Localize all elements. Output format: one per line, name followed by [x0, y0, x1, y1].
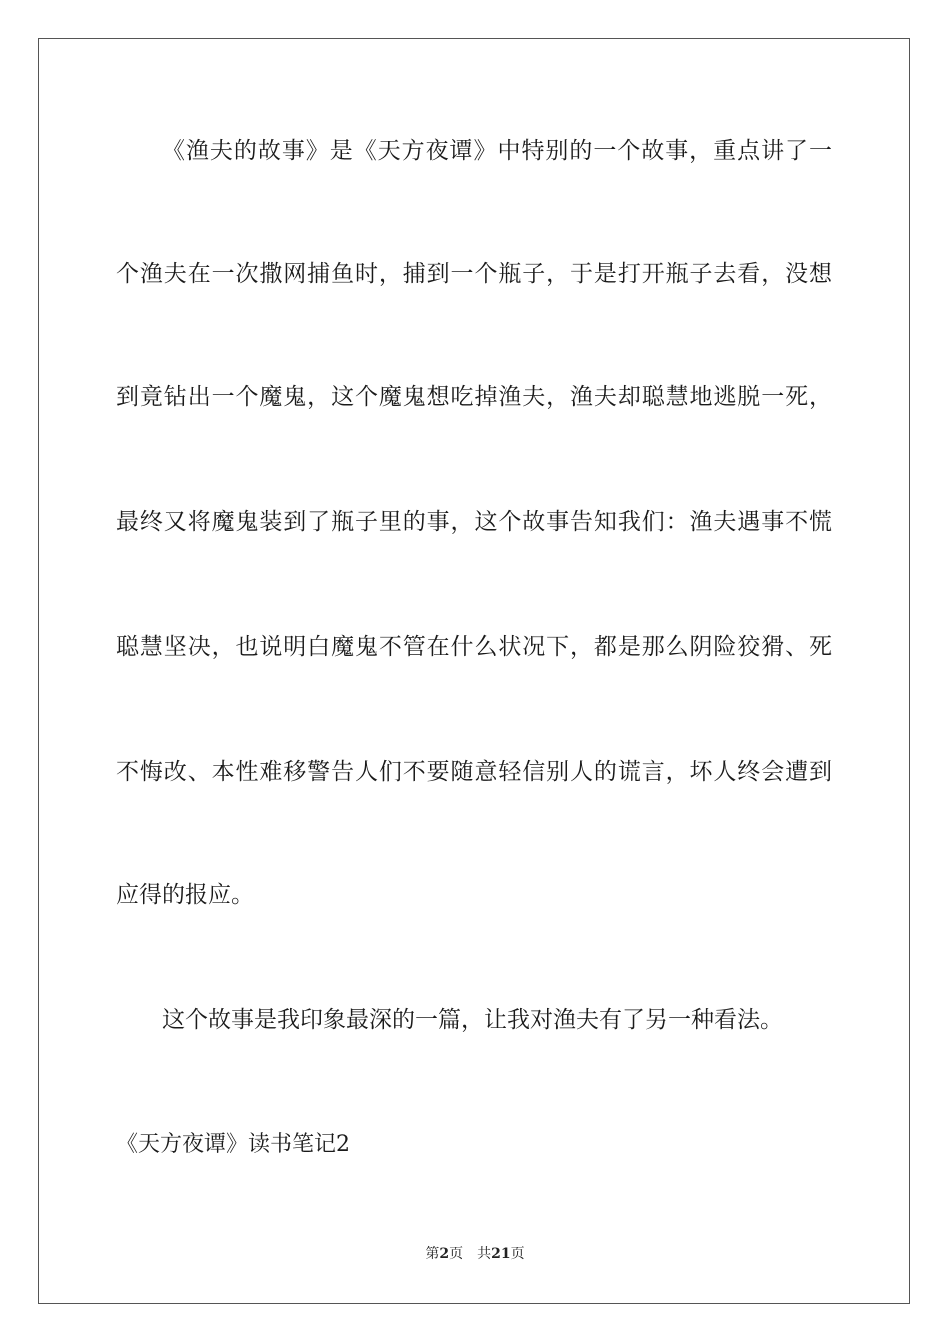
page-footer	[0, 1244, 950, 1264]
paragraph-line-6: 不悔改、本性难移警告人们不要随意轻信别人的谎言，坏人终会遭到	[116, 759, 832, 785]
paragraph-2: 这个故事是我印象最深的一篇，让我对渔夫有了另一种看法。	[162, 1007, 783, 1033]
paragraph-line-3: 到竟钻出一个魔鬼，这个魔鬼想吃掉渔夫，渔夫却聪慧地逃脱一死，	[116, 384, 832, 410]
paragraph-line-1: 《渔夫的故事》是《天方夜谭》中特别的一个故事，重点讲了一	[162, 138, 832, 164]
footer-total-suffix: 页	[510, 1246, 525, 1262]
footer-page-number: 2	[439, 1246, 450, 1262]
footer-page-suffix: 页	[449, 1246, 464, 1262]
page-border	[38, 38, 910, 1304]
section-heading: 《天方夜谭》读书笔记2	[116, 1132, 350, 1157]
paragraph-line-7: 应得的报应。	[116, 882, 254, 908]
footer-prefix: 第	[425, 1246, 440, 1262]
paragraph-line-4: 最终又将魔鬼装到了瓶子里的事，这个故事告知我们：渔夫遇事不慌	[116, 509, 832, 535]
paragraph-line-5: 聪慧坚决，也说明白魔鬼不管在什么状况下，都是那么阴险狡猾、死	[116, 634, 832, 660]
footer-total-pages: 21	[491, 1246, 511, 1262]
footer-total-prefix: 共	[477, 1246, 492, 1262]
paragraph-line-2: 个渔夫在一次撒网捕鱼时，捕到一个瓶子，于是打开瓶子去看，没想	[116, 261, 832, 287]
